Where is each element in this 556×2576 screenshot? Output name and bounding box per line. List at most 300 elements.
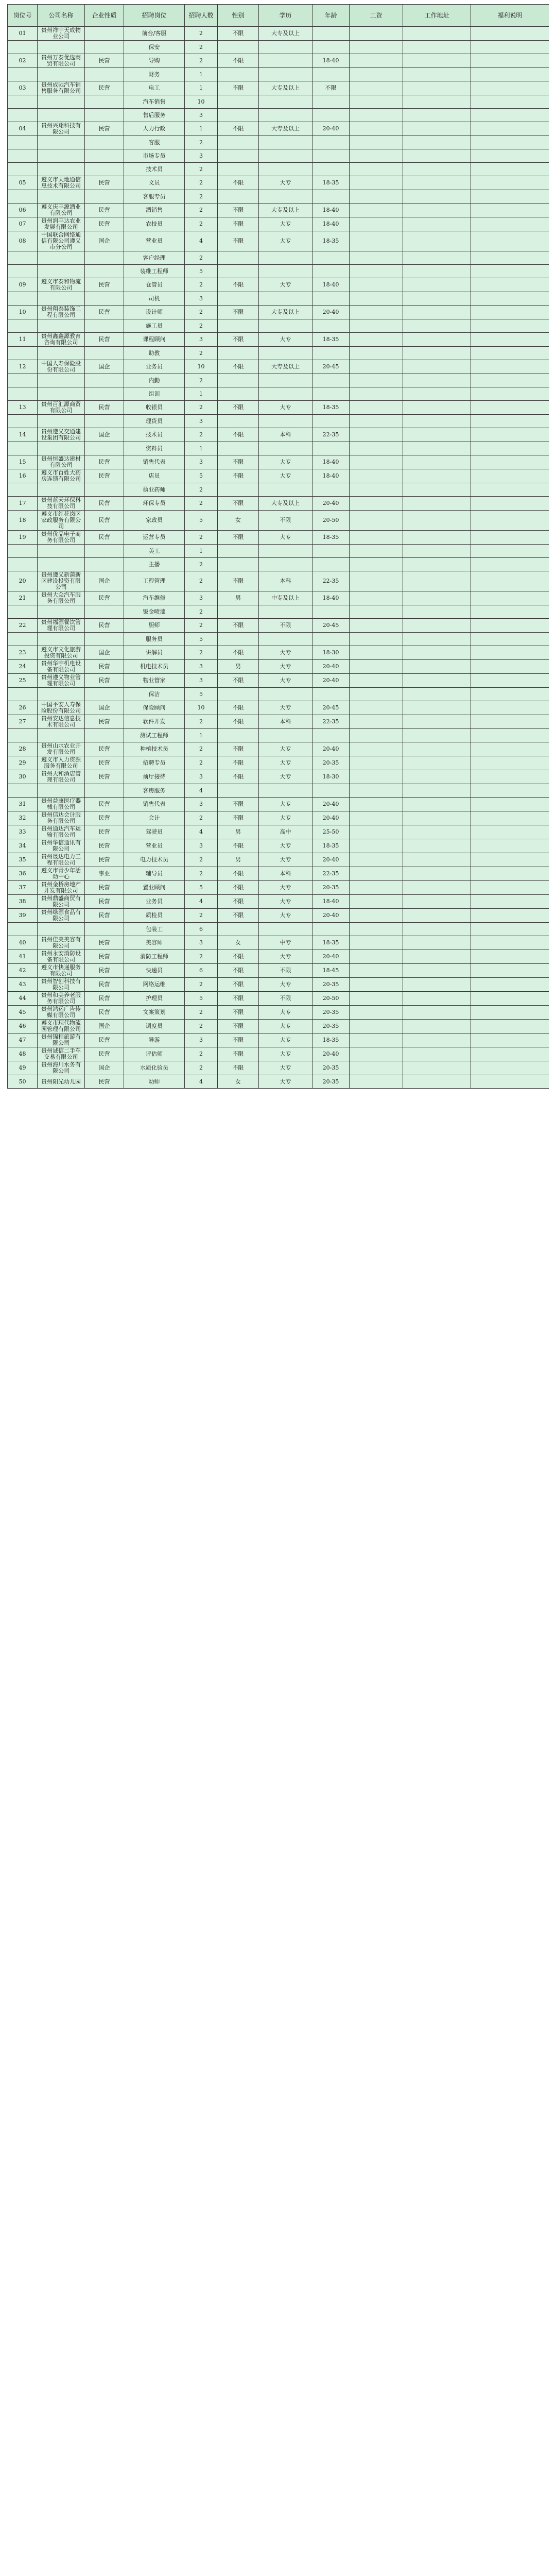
position-cell: 质检员: [124, 909, 185, 923]
gender-cell: 不限: [218, 571, 259, 591]
gender-cell: 不限: [218, 1020, 259, 1033]
address-cell: [403, 455, 471, 469]
education-cell: 大专: [259, 531, 312, 545]
company-cell: [38, 688, 85, 701]
salary-cell: [350, 122, 403, 136]
salary-cell: [350, 278, 403, 292]
education-cell: [259, 729, 312, 742]
education-cell: 大专: [259, 231, 312, 251]
salary-cell: [350, 978, 403, 992]
address-cell: [403, 715, 471, 729]
benefits-cell: [471, 469, 549, 483]
benefits-cell: [471, 511, 549, 531]
address-cell: [403, 674, 471, 688]
job-id-cell: 36: [8, 867, 38, 881]
education-cell: [259, 442, 312, 455]
headcount-cell: 5: [185, 633, 218, 646]
benefits-cell: [471, 756, 549, 770]
company-cell: 贵州大众汽车服务有限公司: [38, 591, 85, 605]
education-cell: 大专: [259, 978, 312, 992]
salary-cell: [350, 798, 403, 811]
salary-cell: [350, 415, 403, 428]
company-cell: 贵州万泰优选商贸有限公司: [38, 54, 85, 68]
position-cell: 护理员: [124, 992, 185, 1006]
headcount-cell: 2: [185, 619, 218, 633]
position-cell: 技术员: [124, 428, 185, 442]
education-cell: 大专及以上: [259, 306, 312, 319]
headcount-cell: 2: [185, 176, 218, 190]
age-cell: 18-40: [312, 204, 350, 217]
gender-cell: 不限: [218, 950, 259, 964]
address-cell: [403, 1047, 471, 1061]
salary-cell: [350, 217, 403, 231]
nature-cell: 民营: [85, 1033, 124, 1047]
company-cell: 贵州遵义物业管理有限公司: [38, 674, 85, 688]
table-row: [8, 1020, 549, 1033]
headcount-cell: 4: [185, 825, 218, 839]
job-id-cell: 39: [8, 909, 38, 923]
table-row: [8, 483, 549, 497]
table-row: [8, 784, 549, 798]
education-cell: [259, 923, 312, 936]
salary-cell: [350, 68, 403, 81]
table-row: [8, 923, 549, 936]
table-row: [8, 497, 549, 511]
position-cell: 仓管员: [124, 278, 185, 292]
headcount-cell: 2: [185, 204, 218, 217]
education-cell: [259, 605, 312, 619]
position-cell: 客服: [124, 136, 185, 149]
address-cell: [403, 27, 471, 41]
education-cell: [259, 265, 312, 278]
education-cell: 大专: [259, 333, 312, 347]
position-cell: 汽车维修: [124, 591, 185, 605]
table-row: [8, 176, 549, 190]
age-cell: [312, 251, 350, 265]
salary-cell: [350, 306, 403, 319]
nature-cell: 国企: [85, 428, 124, 442]
salary-cell: [350, 811, 403, 825]
position-cell: 评估师: [124, 1047, 185, 1061]
salary-cell: [350, 867, 403, 881]
nature-cell: 民营: [85, 306, 124, 319]
headcount-cell: 6: [185, 923, 218, 936]
job-id-cell: 31: [8, 798, 38, 811]
position-cell: 运营专员: [124, 531, 185, 545]
headcount-cell: 2: [185, 41, 218, 54]
salary-cell: [350, 41, 403, 54]
address-cell: [403, 531, 471, 545]
benefits-cell: [471, 81, 549, 95]
nature-cell: [85, 347, 124, 360]
gender-cell: [218, 149, 259, 163]
education-cell: [259, 483, 312, 497]
address-cell: [403, 306, 471, 319]
company-cell: 中国联合网络通信有限公司遵义市分公司: [38, 231, 85, 251]
address-cell: [403, 95, 471, 109]
age-cell: 22-35: [312, 867, 350, 881]
nature-cell: 民营: [85, 333, 124, 347]
salary-cell: [350, 1006, 403, 1020]
table-row: [8, 798, 549, 811]
education-cell: [259, 95, 312, 109]
address-cell: [403, 811, 471, 825]
table-row: [8, 646, 549, 660]
education-cell: 大专: [259, 853, 312, 867]
benefits-cell: [471, 442, 549, 455]
address-cell: [403, 190, 471, 204]
table-row: [8, 204, 549, 217]
education-cell: [259, 633, 312, 646]
job-id-cell: 43: [8, 978, 38, 992]
age-cell: [312, 483, 350, 497]
benefits-cell: [471, 923, 549, 936]
age-cell: 18-40: [312, 54, 350, 68]
age-cell: 18-30: [312, 770, 350, 784]
salary-cell: [350, 895, 403, 909]
address-cell: [403, 497, 471, 511]
gender-cell: 不限: [218, 81, 259, 95]
headcount-cell: 4: [185, 895, 218, 909]
age-cell: 20-40: [312, 798, 350, 811]
company-cell: 贵州华信通讯有限公司: [38, 839, 85, 853]
job-id-cell: [8, 633, 38, 646]
gender-cell: 不限: [218, 619, 259, 633]
education-cell: 大专: [259, 278, 312, 292]
gender-cell: [218, 374, 259, 387]
position-cell: 助教: [124, 347, 185, 360]
job-id-cell: [8, 374, 38, 387]
salary-cell: [350, 674, 403, 688]
position-cell: 电力技术员: [124, 853, 185, 867]
position-cell: 美工: [124, 545, 185, 558]
company-cell: [38, 109, 85, 122]
position-cell: 营业员: [124, 231, 185, 251]
headcount-cell: 1: [185, 545, 218, 558]
headcount-cell: 2: [185, 483, 218, 497]
education-cell: 大专: [259, 1061, 312, 1075]
position-cell: 财务: [124, 68, 185, 81]
table-row: [8, 992, 549, 1006]
headcount-cell: 3: [185, 1033, 218, 1047]
gender-cell: [218, 633, 259, 646]
table-row: [8, 360, 549, 374]
benefits-cell: [471, 1006, 549, 1020]
position-cell: 客房服务: [124, 784, 185, 798]
education-cell: [259, 136, 312, 149]
age-cell: 20-35: [312, 881, 350, 895]
gender-cell: 不限: [218, 756, 259, 770]
address-cell: [403, 54, 471, 68]
salary-cell: [350, 360, 403, 374]
age-cell: [312, 149, 350, 163]
company-cell: 贵州鑫鑫源教育咨询有限公司: [38, 333, 85, 347]
job-id-cell: 46: [8, 1020, 38, 1033]
address-cell: [403, 68, 471, 81]
age-cell: 20-40: [312, 674, 350, 688]
job-id-cell: 42: [8, 964, 38, 978]
address-cell: [403, 558, 471, 571]
benefits-cell: [471, 784, 549, 798]
benefits-cell: [471, 729, 549, 742]
headcount-cell: 2: [185, 306, 218, 319]
address-cell: [403, 428, 471, 442]
age-cell: 20-40: [312, 853, 350, 867]
company-cell: 遵义市人力资源服务有限公司: [38, 756, 85, 770]
education-cell: 大专: [259, 469, 312, 483]
gender-cell: 男: [218, 660, 259, 674]
headcount-cell: 2: [185, 278, 218, 292]
headcount-cell: 3: [185, 415, 218, 428]
headcount-cell: 2: [185, 190, 218, 204]
salary-cell: [350, 428, 403, 442]
salary-cell: [350, 701, 403, 715]
job-id-cell: [8, 605, 38, 619]
salary-cell: [350, 571, 403, 591]
benefits-cell: [471, 881, 549, 895]
nature-cell: [85, 109, 124, 122]
company-cell: 贵州优品电子商务有限公司: [38, 531, 85, 545]
education-cell: 本科: [259, 571, 312, 591]
headcount-cell: 4: [185, 1075, 218, 1089]
salary-cell: [350, 292, 403, 306]
education-cell: 大专: [259, 895, 312, 909]
address-cell: [403, 660, 471, 674]
position-cell: 理货员: [124, 415, 185, 428]
age-cell: 20-35: [312, 1020, 350, 1033]
company-cell: 遵义市快递服务有限公司: [38, 964, 85, 978]
age-cell: 20-40: [312, 950, 350, 964]
gender-cell: 不限: [218, 54, 259, 68]
salary-cell: [350, 992, 403, 1006]
position-cell: 电工: [124, 81, 185, 95]
benefits-cell: [471, 701, 549, 715]
salary-cell: [350, 660, 403, 674]
headcount-cell: 2: [185, 646, 218, 660]
job-id-cell: 17: [8, 497, 38, 511]
education-cell: [259, 292, 312, 306]
gender-cell: 不限: [218, 674, 259, 688]
gender-cell: [218, 190, 259, 204]
job-id-cell: 09: [8, 278, 38, 292]
benefits-cell: [471, 825, 549, 839]
gender-cell: [218, 558, 259, 571]
position-cell: 家政员: [124, 511, 185, 531]
gender-cell: 男: [218, 853, 259, 867]
education-cell: 大专: [259, 1006, 312, 1020]
salary-cell: [350, 770, 403, 784]
address-cell: [403, 992, 471, 1006]
salary-cell: [350, 688, 403, 701]
address-cell: [403, 688, 471, 701]
gender-cell: 不限: [218, 455, 259, 469]
gender-cell: [218, 387, 259, 401]
gender-cell: 不限: [218, 715, 259, 729]
company-cell: 贵州润丰达农业发展有限公司: [38, 217, 85, 231]
education-cell: 大专: [259, 176, 312, 190]
age-cell: 20-35: [312, 1006, 350, 1020]
salary-cell: [350, 483, 403, 497]
header-cell: 招聘岗位: [124, 5, 185, 27]
education-cell: 大专: [259, 811, 312, 825]
company-cell: 遵义市红花岗区家政服务有限公司: [38, 511, 85, 531]
benefits-cell: [471, 41, 549, 54]
nature-cell: 国企: [85, 1061, 124, 1075]
education-cell: [259, 347, 312, 360]
table-row: [8, 265, 549, 278]
position-cell: 水质化验员: [124, 1061, 185, 1075]
salary-cell: [350, 964, 403, 978]
education-cell: [259, 558, 312, 571]
salary-cell: [350, 936, 403, 950]
position-cell: 服务员: [124, 633, 185, 646]
job-id-cell: 08: [8, 231, 38, 251]
header-cell: 工作地址: [403, 5, 471, 27]
benefits-cell: [471, 149, 549, 163]
position-cell: 业务员: [124, 895, 185, 909]
gender-cell: 不限: [218, 401, 259, 415]
nature-cell: 民营: [85, 469, 124, 483]
education-cell: 不限: [259, 511, 312, 531]
position-cell: 幼师: [124, 1075, 185, 1089]
job-id-cell: 06: [8, 204, 38, 217]
job-id-cell: [8, 729, 38, 742]
address-cell: [403, 909, 471, 923]
benefits-cell: [471, 558, 549, 571]
headcount-cell: 2: [185, 909, 218, 923]
position-cell: 钣金喷漆: [124, 605, 185, 619]
education-cell: 大专及以上: [259, 81, 312, 95]
job-id-cell: 16: [8, 469, 38, 483]
address-cell: [403, 701, 471, 715]
gender-cell: 不限: [218, 122, 259, 136]
benefits-cell: [471, 715, 549, 729]
nature-cell: [85, 374, 124, 387]
position-cell: 招聘专员: [124, 756, 185, 770]
job-id-cell: [8, 442, 38, 455]
job-id-cell: 27: [8, 715, 38, 729]
address-cell: [403, 923, 471, 936]
benefits-cell: [471, 401, 549, 415]
nature-cell: [85, 149, 124, 163]
table-row: [8, 867, 549, 881]
position-cell: 导购: [124, 54, 185, 68]
benefits-cell: [471, 978, 549, 992]
address-cell: [403, 176, 471, 190]
headcount-cell: 2: [185, 853, 218, 867]
headcount-cell: 2: [185, 742, 218, 756]
benefits-cell: [471, 950, 549, 964]
nature-cell: 国企: [85, 701, 124, 715]
age-cell: 18-40: [312, 591, 350, 605]
address-cell: [403, 798, 471, 811]
age-cell: 20-40: [312, 1047, 350, 1061]
benefits-cell: [471, 306, 549, 319]
salary-cell: [350, 333, 403, 347]
headcount-cell: 2: [185, 54, 218, 68]
header-cell: 公司名称: [38, 5, 85, 27]
nature-cell: [85, 483, 124, 497]
address-cell: [403, 605, 471, 619]
table-row: [8, 109, 549, 122]
company-cell: [38, 923, 85, 936]
company-cell: 贵州永安消防设备有限公司: [38, 950, 85, 964]
position-cell: 种植技术员: [124, 742, 185, 756]
education-cell: 大专: [259, 401, 312, 415]
headcount-cell: 2: [185, 1006, 218, 1020]
nature-cell: [85, 251, 124, 265]
job-id-cell: [8, 483, 38, 497]
address-cell: [403, 374, 471, 387]
table-row: [8, 558, 549, 571]
position-cell: 快递员: [124, 964, 185, 978]
salary-cell: [350, 909, 403, 923]
education-cell: [259, 163, 312, 176]
gender-cell: 女: [218, 511, 259, 531]
job-id-cell: 22: [8, 619, 38, 633]
job-table-sheet: [7, 4, 549, 1089]
headcount-cell: 6: [185, 964, 218, 978]
company-cell: 贵州金桥房地产开发有限公司: [38, 881, 85, 895]
table-row: [8, 1061, 549, 1075]
nature-cell: 民营: [85, 853, 124, 867]
headcount-cell: 5: [185, 469, 218, 483]
benefits-cell: [471, 674, 549, 688]
benefits-cell: [471, 109, 549, 122]
gender-cell: 不限: [218, 895, 259, 909]
benefits-cell: [471, 54, 549, 68]
nature-cell: 国企: [85, 646, 124, 660]
table-row: [8, 1075, 549, 1089]
benefits-cell: [471, 217, 549, 231]
position-cell: 营业员: [124, 839, 185, 853]
education-cell: 大专: [259, 1075, 312, 1089]
address-cell: [403, 319, 471, 333]
gender-cell: 不限: [218, 964, 259, 978]
age-cell: 20-40: [312, 742, 350, 756]
company-cell: 贵州佳美美容有限公司: [38, 936, 85, 950]
nature-cell: 民营: [85, 591, 124, 605]
headcount-cell: 2: [185, 163, 218, 176]
age-cell: 20-40: [312, 909, 350, 923]
education-cell: 大专: [259, 701, 312, 715]
position-cell: 组训: [124, 387, 185, 401]
age-cell: 20-35: [312, 1075, 350, 1089]
company-cell: [38, 387, 85, 401]
company-cell: [38, 415, 85, 428]
table-row: [8, 319, 549, 333]
headcount-cell: 2: [185, 428, 218, 442]
salary-cell: [350, 531, 403, 545]
address-cell: [403, 149, 471, 163]
salary-cell: [350, 545, 403, 558]
headcount-cell: 2: [185, 950, 218, 964]
job-id-cell: [8, 68, 38, 81]
age-cell: 20-40: [312, 306, 350, 319]
headcount-cell: 4: [185, 231, 218, 251]
company-cell: [38, 545, 85, 558]
age-cell: 20-45: [312, 619, 350, 633]
job-id-cell: [8, 545, 38, 558]
age-cell: 18-40: [312, 217, 350, 231]
table-row: [8, 387, 549, 401]
position-cell: 驾驶员: [124, 825, 185, 839]
benefits-cell: [471, 853, 549, 867]
salary-cell: [350, 511, 403, 531]
gender-cell: [218, 41, 259, 54]
benefits-cell: [471, 839, 549, 853]
company-cell: [38, 633, 85, 646]
